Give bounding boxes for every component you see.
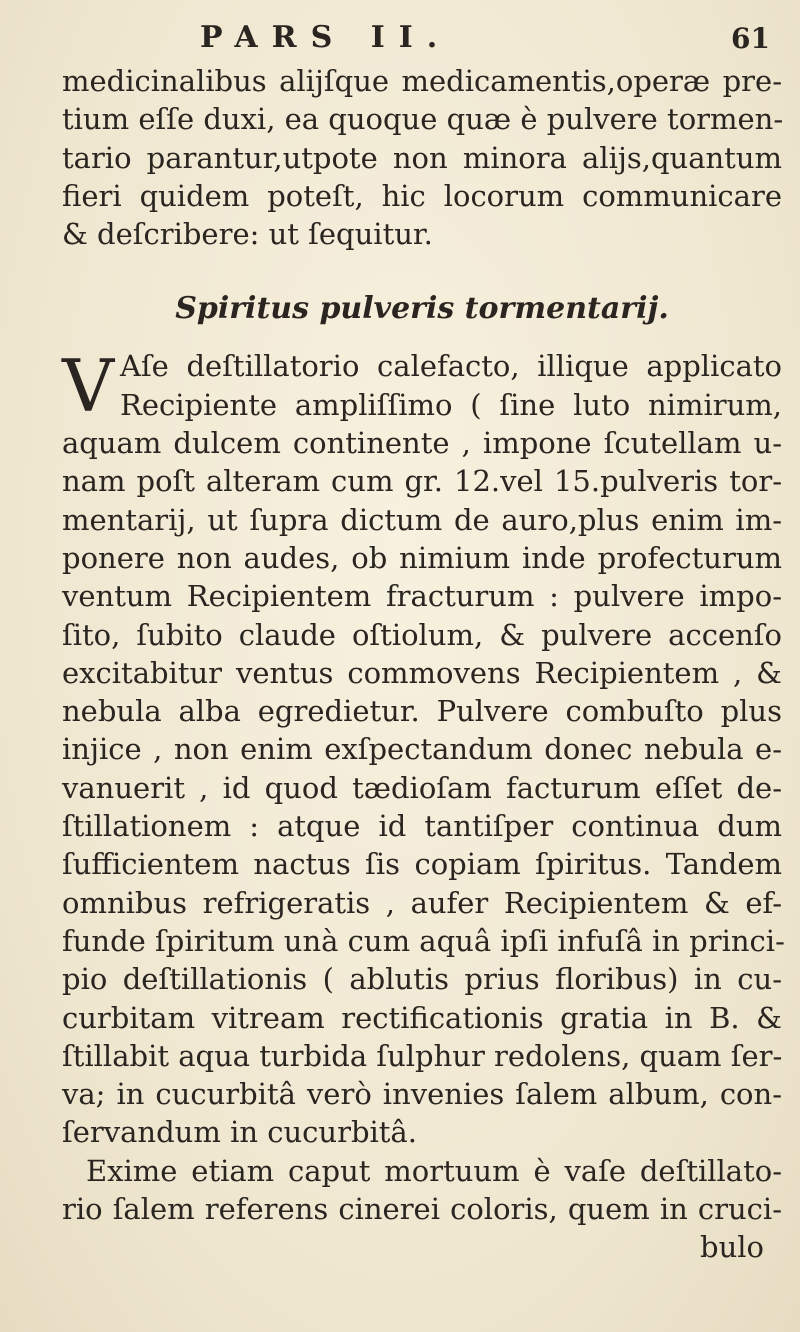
catchword: bulo — [700, 1230, 764, 1265]
text-line: ſtillabit aqua turbida ſulphur redolens, quam ſer- — [62, 1038, 783, 1073]
text-line: aquam dulcem continente , impone ſcutellam u- — [62, 426, 782, 461]
page-header — [0, 20, 800, 60]
text-block — [62, 62, 785, 1267]
section-title: Spiritus pulveris tormentarij. — [175, 291, 669, 327]
text-line: ſito, ſubito claude oſtiolum, & pulvere accenſo — [62, 617, 782, 652]
text-line: pio deſtillationis ( ablutis prius floribus) in cu- — [62, 962, 782, 997]
text-line: va; in cucurbitâ verò invenies ſalem album, con- — [62, 1077, 782, 1112]
running-head: PARS II. — [200, 20, 452, 55]
text-line: ſtillationem : atque id tantiſper continua dum — [62, 809, 782, 844]
text-line: rio ſalem referens cinerei coloris, quem in cruci- — [62, 1192, 782, 1227]
text-line: vanuerit , id quod tædioſam facturum eſſet de- — [62, 770, 782, 805]
text-line: & deſcribere: ut ſequitur. — [62, 217, 433, 252]
text-line: Aſe deſtillatorio calefacto, illique applicato — [120, 349, 782, 384]
text-line: tario parantur,utpote non minora alijs,quantum — [62, 140, 782, 175]
text-line: medicinalibus alijſque medicamentis,operæ pre- — [62, 64, 782, 98]
text-line: curbitam vitream rectificationis gratia in B. & — [62, 1000, 782, 1035]
text-line: ſufficientem nactus ſis copiam ſpiritus. Tandem — [62, 847, 782, 882]
text-line: funde ſpiritum unà cum aquâ ipſi infuſâ in princi- — [62, 923, 785, 958]
text-line: Recipiente ampliſſimo ( ſine luto nimirum, — [120, 387, 782, 422]
text-line: ponere non audes, ob nimium inde profecturum — [62, 540, 782, 575]
text-line: ventum Recipientem fracturum : pulvere impo- — [62, 579, 782, 614]
text-line: Exime etiam caput mortuum è vaſe deſtillato- — [86, 1153, 782, 1188]
text-line: fieri quidem poteſt, hic locorum communicare — [62, 178, 782, 213]
text-line: tium eſſe duxi, ea quoque quæ è pulvere tormen- — [62, 102, 784, 137]
page-number: 61 — [731, 22, 770, 55]
paragraph-opening — [62, 344, 782, 429]
text-line: ſervandum in cucurbitâ. — [62, 1115, 417, 1150]
text-line: mentarij, ut ſupra dictum de auro,plus enim im- — [62, 502, 782, 537]
text-line: omnibus refrigeratis , aufer Recipientem & ef- — [62, 885, 782, 920]
text-line: nam poſt alteram cum gr. 12.vel 15.pulveris tor- — [62, 464, 782, 499]
text-line: nebula alba egredietur. Pulvere combuſto plus — [62, 694, 782, 729]
text-line: excitabitur ventus commovens Recipientem , & — [62, 655, 782, 690]
drop-cap: V — [62, 344, 114, 429]
text-line: injice , non enim exſpectandum donec nebula e- — [62, 732, 782, 767]
